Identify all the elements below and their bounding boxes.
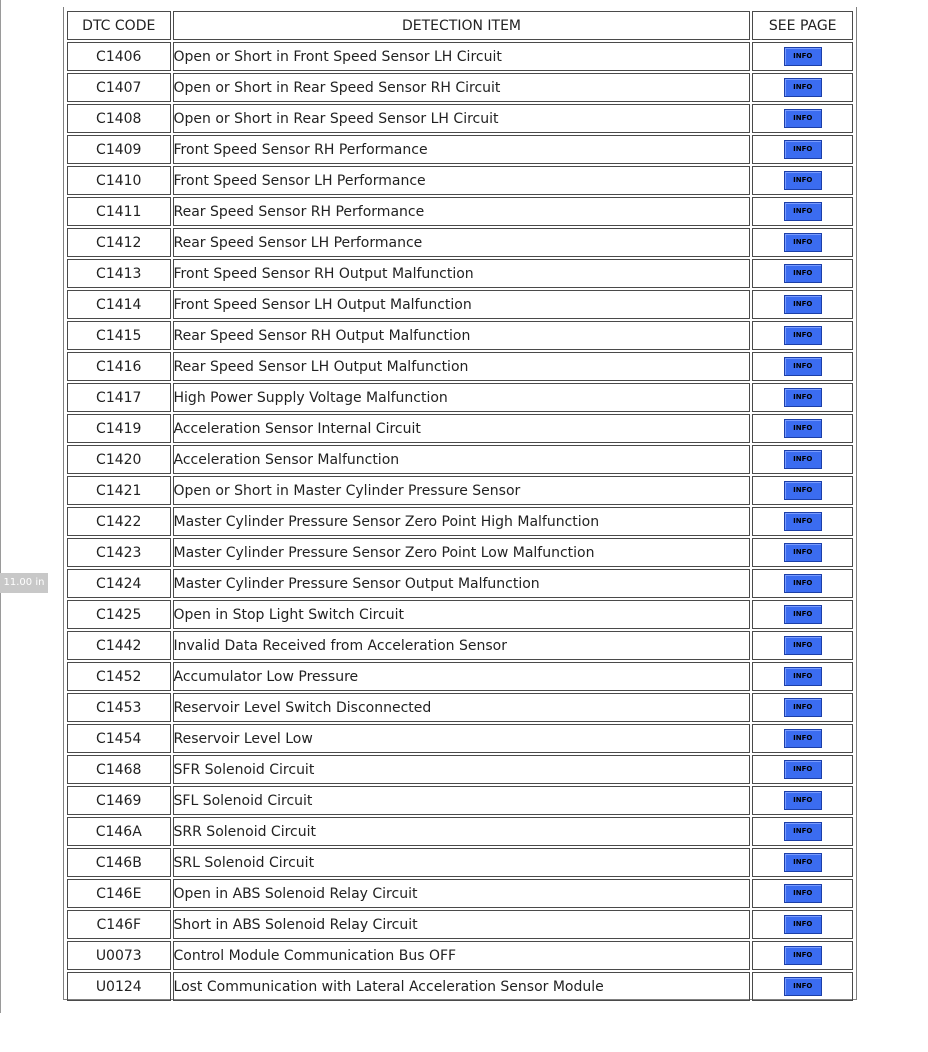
see-page-cell (752, 879, 853, 908)
dtc-code-cell: C1423 (67, 538, 171, 567)
table-row (67, 972, 853, 1001)
dtc-code-cell: C1413 (67, 259, 171, 288)
dtc-code-cell: C1411 (67, 197, 171, 226)
info-button[interactable]: INFO (784, 109, 822, 128)
info-button[interactable]: INFO (784, 605, 822, 624)
dtc-table-frame (63, 7, 857, 1000)
info-button[interactable]: INFO (784, 760, 822, 779)
table-row (67, 538, 853, 567)
detection-item-cell: Master Cylinder Pressure Sensor Zero Point Low Malfunction (173, 538, 751, 567)
detection-item-cell: SFR Solenoid Circuit (173, 755, 751, 784)
detection-item-cell: Front Speed Sensor LH Output Malfunction (173, 290, 751, 319)
header-dtc-code: DTC CODE (67, 11, 171, 40)
table-row (67, 259, 853, 288)
info-button[interactable]: INFO (784, 512, 822, 531)
table-row (67, 228, 853, 257)
detection-item-cell: Rear Speed Sensor RH Performance (173, 197, 751, 226)
table-header-row (67, 11, 853, 40)
info-button[interactable]: INFO (784, 78, 822, 97)
detection-item-cell: Accumulator Low Pressure (173, 662, 751, 691)
info-button[interactable]: INFO (784, 233, 822, 252)
dtc-code-cell: C146B (67, 848, 171, 877)
info-button[interactable]: INFO (784, 171, 822, 190)
dtc-code-cell: C1468 (67, 755, 171, 784)
table-row (67, 662, 853, 691)
detection-item-cell: Lost Communication with Lateral Acceleration Sensor Module (173, 972, 751, 1001)
dtc-code-cell: C1419 (67, 414, 171, 443)
see-page-cell (752, 352, 853, 381)
info-button[interactable]: INFO (784, 884, 822, 903)
see-page-cell (752, 848, 853, 877)
see-page-cell (752, 755, 853, 784)
info-button[interactable]: INFO (784, 977, 822, 996)
table-row (67, 476, 853, 505)
detection-item-cell: Master Cylinder Pressure Sensor Output Malfunction (173, 569, 751, 598)
see-page-cell (752, 817, 853, 846)
dtc-code-cell: C1414 (67, 290, 171, 319)
page-left-edge (0, 0, 1, 1013)
dtc-code-cell: C1469 (67, 786, 171, 815)
see-page-cell (752, 662, 853, 691)
dtc-code-cell: C1452 (67, 662, 171, 691)
header-detection-item: DETECTION ITEM (173, 11, 751, 40)
detection-item-cell: SRR Solenoid Circuit (173, 817, 751, 846)
table-row (67, 848, 853, 877)
info-button[interactable]: INFO (784, 202, 822, 221)
info-button[interactable]: INFO (784, 636, 822, 655)
see-page-cell (752, 383, 853, 412)
info-button[interactable]: INFO (784, 667, 822, 686)
info-button[interactable]: INFO (784, 698, 822, 717)
dtc-table (65, 9, 855, 1003)
detection-item-cell: Front Speed Sensor RH Performance (173, 135, 751, 164)
see-page-cell (752, 538, 853, 567)
info-button[interactable]: INFO (784, 450, 822, 469)
detection-item-cell: SRL Solenoid Circuit (173, 848, 751, 877)
detection-item-cell: Open or Short in Front Speed Sensor LH Circuit (173, 42, 751, 71)
table-row (67, 414, 853, 443)
table-row (67, 166, 853, 195)
table-row (67, 600, 853, 629)
info-button[interactable]: INFO (784, 419, 822, 438)
table-row (67, 941, 853, 970)
see-page-cell (752, 600, 853, 629)
dtc-code-cell: C1409 (67, 135, 171, 164)
dtc-code-cell: C1416 (67, 352, 171, 381)
info-button[interactable]: INFO (784, 791, 822, 810)
dtc-code-cell: C1417 (67, 383, 171, 412)
see-page-cell (752, 569, 853, 598)
info-button[interactable]: INFO (784, 853, 822, 872)
see-page-cell (752, 476, 853, 505)
see-page-cell (752, 321, 853, 350)
detection-item-cell: Rear Speed Sensor LH Performance (173, 228, 751, 257)
table-row (67, 817, 853, 846)
detection-item-cell: Reservoir Level Switch Disconnected (173, 693, 751, 722)
table-row (67, 786, 853, 815)
see-page-cell (752, 166, 853, 195)
table-row (67, 693, 853, 722)
table-row (67, 507, 853, 536)
detection-item-cell: Master Cylinder Pressure Sensor Zero Point High Malfunction (173, 507, 751, 536)
see-page-cell (752, 42, 853, 71)
dtc-code-cell: C1415 (67, 321, 171, 350)
dtc-code-cell: U0073 (67, 941, 171, 970)
table-row (67, 755, 853, 784)
dtc-code-cell: C1454 (67, 724, 171, 753)
dtc-code-cell: C146A (67, 817, 171, 846)
dtc-code-cell: C1425 (67, 600, 171, 629)
info-button[interactable]: INFO (784, 295, 822, 314)
info-button[interactable]: INFO (784, 388, 822, 407)
table-row (67, 569, 853, 598)
table-row (67, 910, 853, 939)
info-button[interactable]: INFO (784, 481, 822, 500)
page-ruler-label: 11.00 in (0, 573, 48, 593)
see-page-cell (752, 507, 853, 536)
info-button[interactable]: INFO (784, 140, 822, 159)
table-row (67, 321, 853, 350)
see-page-cell (752, 104, 853, 133)
see-page-cell (752, 135, 853, 164)
info-button[interactable]: INFO (784, 543, 822, 562)
see-page-cell (752, 197, 853, 226)
detection-item-cell: Open or Short in Master Cylinder Pressure Sensor (173, 476, 751, 505)
detection-item-cell: Open in Stop Light Switch Circuit (173, 600, 751, 629)
see-page-cell (752, 228, 853, 257)
table-row (67, 724, 853, 753)
dtc-code-cell: C1422 (67, 507, 171, 536)
info-button[interactable]: INFO (784, 915, 822, 934)
see-page-cell (752, 941, 853, 970)
detection-item-cell: Front Speed Sensor LH Performance (173, 166, 751, 195)
see-page-cell (752, 414, 853, 443)
dtc-code-cell: C1453 (67, 693, 171, 722)
table-row (67, 879, 853, 908)
detection-item-cell: Acceleration Sensor Malfunction (173, 445, 751, 474)
dtc-code-cell: C1410 (67, 166, 171, 195)
dtc-code-cell: C1424 (67, 569, 171, 598)
see-page-cell (752, 259, 853, 288)
detection-item-cell: Open or Short in Rear Speed Sensor LH Circuit (173, 104, 751, 133)
header-see-page: SEE PAGE (752, 11, 853, 40)
detection-item-cell: Control Module Communication Bus OFF (173, 941, 751, 970)
dtc-code-cell: C1406 (67, 42, 171, 71)
info-button[interactable]: INFO (784, 822, 822, 841)
see-page-cell (752, 73, 853, 102)
see-page-cell (752, 445, 853, 474)
table-row (67, 383, 853, 412)
detection-item-cell: SFL Solenoid Circuit (173, 786, 751, 815)
table-row (67, 73, 853, 102)
dtc-code-cell: C1420 (67, 445, 171, 474)
detection-item-cell: Acceleration Sensor Internal Circuit (173, 414, 751, 443)
table-row (67, 197, 853, 226)
see-page-cell (752, 693, 853, 722)
detection-item-cell: Open or Short in Rear Speed Sensor RH Circuit (173, 73, 751, 102)
table-row (67, 631, 853, 660)
see-page-cell (752, 724, 853, 753)
table-row (67, 135, 853, 164)
info-button[interactable]: INFO (784, 574, 822, 593)
table-row (67, 290, 853, 319)
dtc-code-cell: C1408 (67, 104, 171, 133)
see-page-cell (752, 631, 853, 660)
dtc-code-cell: C146F (67, 910, 171, 939)
detection-item-cell: Invalid Data Received from Acceleration Sensor (173, 631, 751, 660)
detection-item-cell: Rear Speed Sensor LH Output Malfunction (173, 352, 751, 381)
table-body (67, 42, 853, 1001)
see-page-cell (752, 290, 853, 319)
dtc-code-cell: C1412 (67, 228, 171, 257)
dtc-code-cell: U0124 (67, 972, 171, 1001)
info-button[interactable]: INFO (784, 264, 822, 283)
info-button[interactable]: INFO (784, 357, 822, 376)
info-button[interactable]: INFO (784, 729, 822, 748)
see-page-cell (752, 972, 853, 1001)
info-button[interactable]: INFO (784, 326, 822, 345)
detection-item-cell: Rear Speed Sensor RH Output Malfunction (173, 321, 751, 350)
table-row (67, 104, 853, 133)
detection-item-cell: High Power Supply Voltage Malfunction (173, 383, 751, 412)
detection-item-cell: Front Speed Sensor RH Output Malfunction (173, 259, 751, 288)
table-row (67, 42, 853, 71)
detection-item-cell: Reservoir Level Low (173, 724, 751, 753)
detection-item-cell: Open in ABS Solenoid Relay Circuit (173, 879, 751, 908)
dtc-code-cell: C1442 (67, 631, 171, 660)
table-row (67, 352, 853, 381)
see-page-cell (752, 910, 853, 939)
dtc-code-cell: C1421 (67, 476, 171, 505)
dtc-code-cell: C146E (67, 879, 171, 908)
table-row (67, 445, 853, 474)
info-button[interactable]: INFO (784, 946, 822, 965)
see-page-cell (752, 786, 853, 815)
info-button[interactable]: INFO (784, 47, 822, 66)
detection-item-cell: Short in ABS Solenoid Relay Circuit (173, 910, 751, 939)
dtc-code-cell: C1407 (67, 73, 171, 102)
